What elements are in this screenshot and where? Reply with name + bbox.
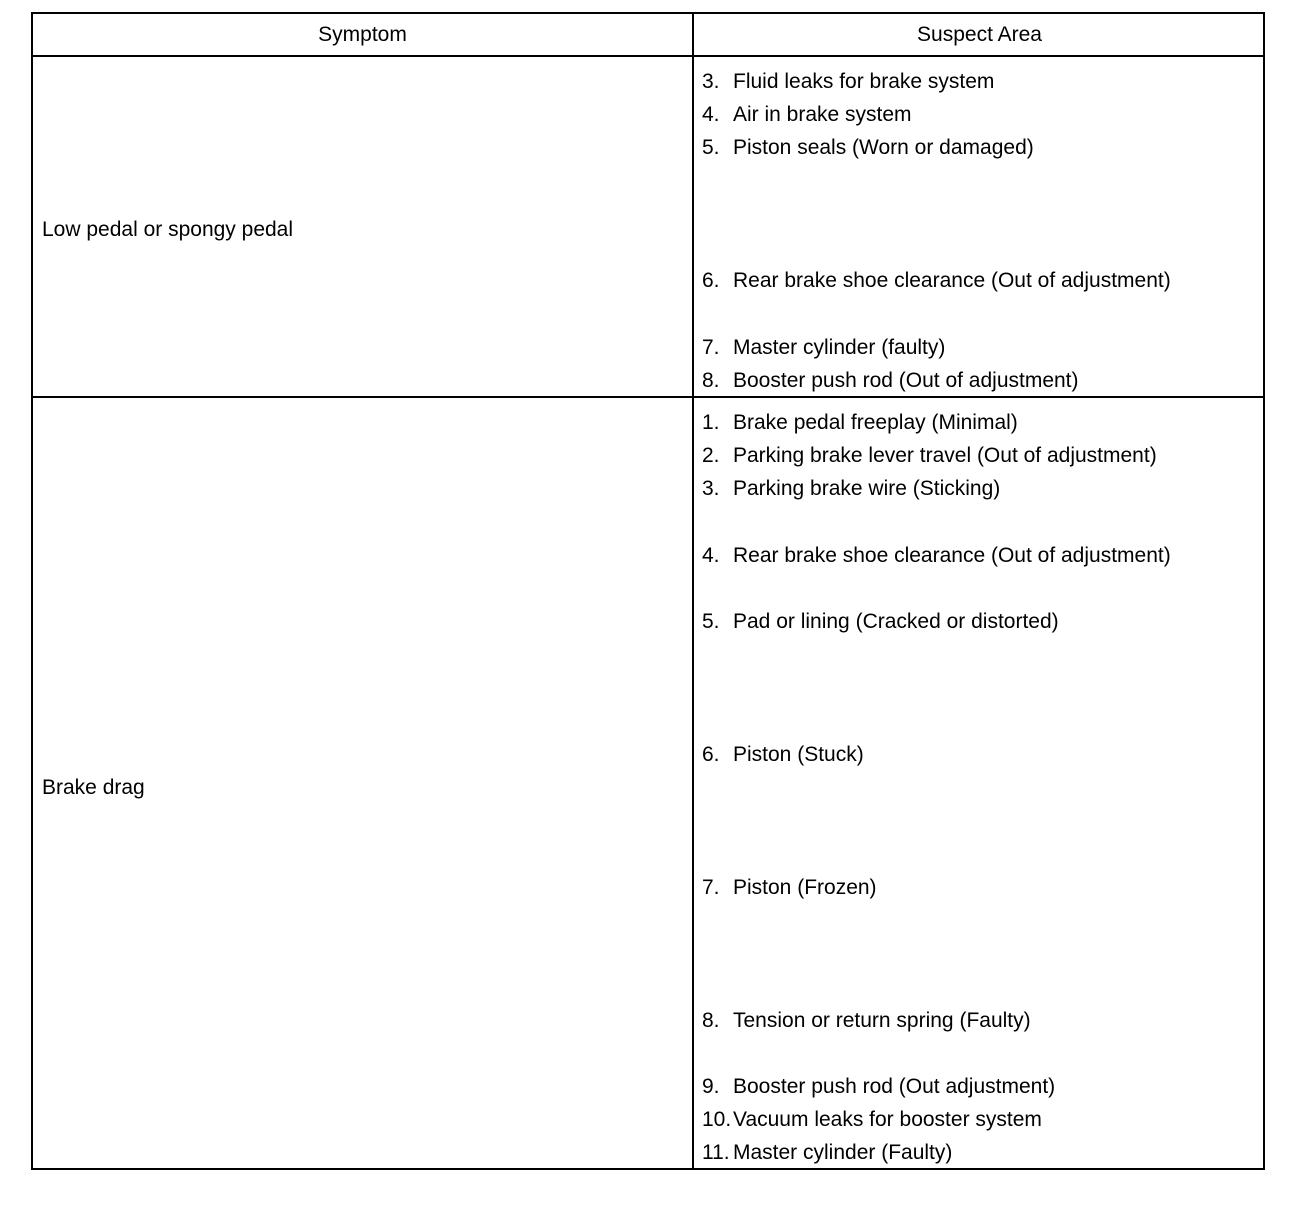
list-item: [702, 411, 1018, 435]
item-text: Pad or lining (Cracked or distorted): [733, 610, 1059, 633]
item-number: 8.: [702, 369, 720, 392]
item-number: 6.: [702, 743, 720, 766]
item-number: 2.: [702, 444, 720, 467]
item-text: Master cylinder (Faulty): [733, 1141, 953, 1164]
item-text: Fluid leaks for brake system: [733, 70, 995, 93]
item-number: 8.: [702, 1009, 720, 1032]
symptom-low-pedal: Low pedal or spongy pedal: [42, 218, 294, 241]
item-number: 3.: [702, 70, 720, 93]
symptom-brake-drag: Brake drag: [42, 776, 145, 799]
list-item: [702, 444, 1157, 468]
item-text: Vacuum leaks for booster system: [733, 1108, 1042, 1131]
item-number: 5.: [702, 136, 720, 159]
item-number: 4.: [702, 103, 720, 126]
item-text: Booster push rod (Out adjustment): [733, 1075, 1056, 1098]
item-text: Piston seals (Worn or damaged): [733, 136, 1034, 159]
list-item: [702, 743, 864, 767]
item-number: 7.: [702, 876, 720, 899]
item-text: Rear brake shoe clearance (Out of adjustment): [733, 544, 1171, 567]
item-number: 7.: [702, 336, 720, 359]
list-item: [702, 1141, 952, 1165]
list-item: [702, 369, 1079, 393]
item-text: Rear brake shoe clearance (Out of adjustment): [733, 269, 1171, 292]
list-item: [702, 1075, 1055, 1099]
column-divider: [692, 14, 694, 1168]
item-number: 3.: [702, 477, 720, 500]
item-text: Parking brake lever travel (Out of adjustment): [733, 444, 1157, 467]
item-text: Booster push rod (Out of adjustment): [733, 369, 1079, 392]
list-item: [702, 1009, 1031, 1033]
item-text: Piston (Stuck): [733, 743, 864, 766]
item-number: 6.: [702, 269, 720, 292]
symptom-table: [31, 12, 1265, 1170]
item-number: 5.: [702, 610, 720, 633]
list-item: [702, 477, 1000, 501]
item-text: Parking brake wire (Sticking): [733, 477, 1001, 500]
item-number: 1.: [702, 411, 720, 434]
list-item: [702, 336, 945, 360]
item-number: 9.: [702, 1075, 720, 1098]
header-suspect-area: Suspect Area: [917, 23, 1042, 46]
list-item: [702, 876, 877, 900]
item-text: Air in brake system: [733, 103, 912, 126]
list-item: [702, 103, 912, 127]
list-item: [702, 70, 994, 94]
item-number: 10.: [702, 1108, 732, 1131]
list-item: [702, 136, 1034, 160]
item-text: Tension or return spring (Faulty): [733, 1009, 1031, 1032]
item-text: Brake pedal freeplay (Minimal): [733, 411, 1018, 434]
list-item: [702, 269, 1171, 293]
header-symptom: Symptom: [318, 23, 407, 46]
list-item: [702, 610, 1059, 634]
list-item: [702, 1108, 1042, 1132]
item-number: 4.: [702, 544, 720, 567]
item-text: Master cylinder (faulty): [733, 336, 946, 359]
list-item: [702, 544, 1171, 568]
item-number: 11.: [702, 1141, 730, 1164]
row-divider: [33, 396, 1263, 398]
item-text: Piston (Frozen): [733, 876, 877, 899]
